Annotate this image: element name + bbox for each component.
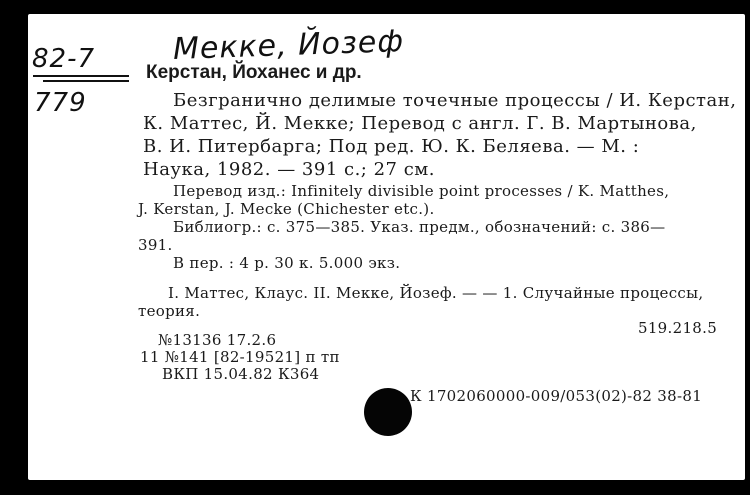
handwritten-shelfmark-bottom: 779 <box>34 88 87 118</box>
note-line-1: Перевод изд.: Infinitely divisible point processes / K. Matthes, <box>173 182 670 200</box>
description-line-4: Наука, 1982. — 391 с.; 27 см. <box>143 159 436 180</box>
price-code-line: К 1702060000-009/053(02)-82 38-81 <box>410 387 703 405</box>
tracing-line-1: I. Маттес, Клаус. II. Мекке, Йозеф. — — 1. Случайные процессы, <box>168 284 704 302</box>
description-line-2: К. Маттес, Й. Мекке; Перевод с англ. Г. В. Мартынова, <box>143 113 697 134</box>
card-heading: Керстан, Йоханес и др. <box>146 62 362 83</box>
note-line-3: Библиогр.: с. 375—385. Указ. предм., обозначений: с. 386— <box>173 218 666 236</box>
shelfmark-underline-2 <box>43 80 129 82</box>
note-line-2: J. Kerstan, J. Mecke (Chichester etc.). <box>138 200 435 218</box>
description-line-3: В. И. Питербарга; Под ред. Ю. К. Беляева. — М. : <box>143 136 640 157</box>
registration-line: 11 №141 [82-19521] п тп <box>140 348 340 366</box>
catalog-card <box>28 14 745 480</box>
vkp-line: ВКП 15.04.82 К364 <box>162 365 320 383</box>
handwritten-shelfmark-top: 82-7 <box>32 44 96 74</box>
description-line-1: Безгранично делимые точечные процессы / И. Керстан, <box>173 90 737 111</box>
punch-hole <box>364 388 412 436</box>
classification-code: 519.218.5 <box>638 319 718 337</box>
shelfmark-underline <box>33 75 129 77</box>
note-line-4: 391. <box>138 236 173 254</box>
tracing-line-2: теория. <box>138 302 201 320</box>
handwritten-author-note: Мекке, Йозеф <box>172 23 405 68</box>
record-number: №13136 17.2.6 <box>158 331 277 349</box>
price-line: В пер. : 4 р. 30 к. 5.000 экз. <box>173 254 401 272</box>
